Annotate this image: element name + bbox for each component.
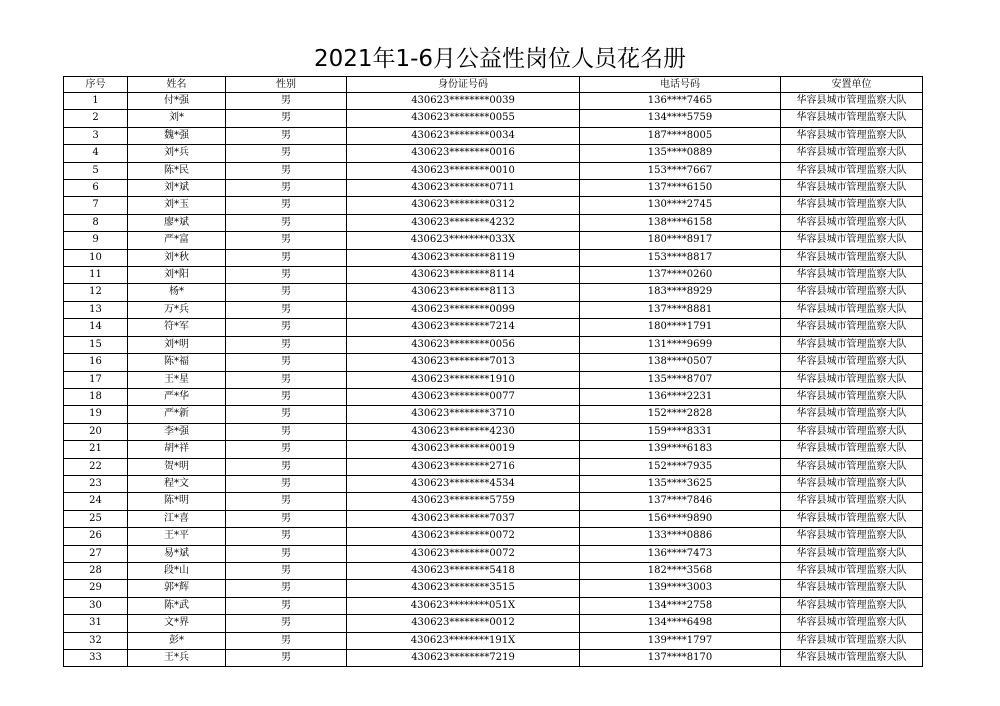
cell-id-number: 430623********0099 (347, 301, 580, 318)
cell-id-number: 430623********033X (347, 232, 580, 249)
cell-name: 江*喜 (128, 510, 226, 527)
cell-id-number: 430623********3710 (347, 406, 580, 423)
cell-placement-unit: 华容县城市管理监察大队 (781, 319, 923, 336)
cell-index: 28 (64, 562, 128, 579)
cell-placement-unit: 华容县城市管理监察大队 (781, 93, 923, 110)
cell-id-number: 430623********0072 (347, 528, 580, 545)
cell-index: 17 (64, 371, 128, 388)
header-index: 序号 (64, 77, 128, 93)
cell-gender: 男 (226, 441, 347, 458)
cell-gender: 男 (226, 180, 347, 197)
cell-index: 9 (64, 232, 128, 249)
table-row (64, 354, 923, 371)
cell-index: 3 (64, 127, 128, 144)
cell-placement-unit: 华容县城市管理监察大队 (781, 180, 923, 197)
cell-phone: 137****0260 (580, 267, 781, 284)
cell-name: 廖*斌 (128, 214, 226, 231)
cell-gender: 男 (226, 232, 347, 249)
table-body (64, 93, 923, 667)
cell-phone: 182****3568 (580, 562, 781, 579)
cell-index: 26 (64, 528, 128, 545)
cell-phone: 137****8170 (580, 650, 781, 667)
cell-id-number: 430623********8119 (347, 249, 580, 266)
cell-phone: 133****0886 (580, 528, 781, 545)
cell-gender: 男 (226, 528, 347, 545)
cell-placement-unit: 华容县城市管理监察大队 (781, 528, 923, 545)
table-row (64, 371, 923, 388)
cell-name: 陈*民 (128, 162, 226, 179)
cell-phone: 131****9699 (580, 336, 781, 353)
cell-placement-unit: 华容县城市管理监察大队 (781, 510, 923, 527)
cell-gender: 男 (226, 371, 347, 388)
cell-name: 胡*祥 (128, 441, 226, 458)
table-row (64, 562, 923, 579)
cell-id-number: 430623********2716 (347, 458, 580, 475)
cell-id-number: 430623********0312 (347, 197, 580, 214)
cell-index: 4 (64, 145, 128, 162)
cell-gender: 男 (226, 145, 347, 162)
cell-index: 7 (64, 197, 128, 214)
cell-phone: 135****3625 (580, 475, 781, 492)
cell-gender: 男 (226, 545, 347, 562)
cell-placement-unit: 华容县城市管理监察大队 (781, 267, 923, 284)
cell-placement-unit: 华容县城市管理监察大队 (781, 562, 923, 579)
cell-name: 刘*玉 (128, 197, 226, 214)
table-row (64, 493, 923, 510)
cell-id-number: 430623********0016 (347, 145, 580, 162)
cell-gender: 男 (226, 406, 347, 423)
cell-index: 6 (64, 180, 128, 197)
cell-id-number: 430623********0034 (347, 127, 580, 144)
cell-phone: 136****7465 (580, 93, 781, 110)
cell-index: 14 (64, 319, 128, 336)
cell-name: 陈*福 (128, 354, 226, 371)
cell-placement-unit: 华容县城市管理监察大队 (781, 475, 923, 492)
table-row (64, 284, 923, 301)
cell-phone: 135****0889 (580, 145, 781, 162)
cell-placement-unit: 华容县城市管理监察大队 (781, 301, 923, 318)
table-row (64, 510, 923, 527)
cell-index: 2 (64, 110, 128, 127)
cell-name: 陈*武 (128, 597, 226, 614)
cell-id-number: 430623********0077 (347, 388, 580, 405)
cell-gender: 男 (226, 510, 347, 527)
cell-gender: 男 (226, 284, 347, 301)
cell-name: 付*强 (128, 93, 226, 110)
cell-id-number: 430623********3515 (347, 580, 580, 597)
header-phone: 电话号码 (580, 77, 781, 93)
table-row (64, 197, 923, 214)
cell-phone: 138****0507 (580, 354, 781, 371)
cell-name: 刘*斌 (128, 180, 226, 197)
cell-placement-unit: 华容县城市管理监察大队 (781, 580, 923, 597)
page-title: 2021年1-6月公益性岗位人员花名册 (313, 46, 687, 72)
cell-id-number: 430623********0012 (347, 615, 580, 632)
cell-phone: 134****2758 (580, 597, 781, 614)
cell-placement-unit: 华容县城市管理监察大队 (781, 284, 923, 301)
cell-phone: 137****6150 (580, 180, 781, 197)
cell-index: 13 (64, 301, 128, 318)
cell-name: 彭* (128, 632, 226, 649)
cell-index: 12 (64, 284, 128, 301)
cell-index: 20 (64, 423, 128, 440)
cell-placement-unit: 华容县城市管理监察大队 (781, 423, 923, 440)
cell-phone: 180****8917 (580, 232, 781, 249)
table-row (64, 475, 923, 492)
cell-id-number: 430623********4232 (347, 214, 580, 231)
header-gender: 性别 (226, 77, 347, 93)
cell-id-number: 430623********0010 (347, 162, 580, 179)
cell-id-number: 430623********0072 (347, 545, 580, 562)
table-row (64, 650, 923, 667)
cell-gender: 男 (226, 597, 347, 614)
cell-gender: 男 (226, 249, 347, 266)
cell-name: 贺*明 (128, 458, 226, 475)
table-row (64, 406, 923, 423)
cell-gender: 男 (226, 354, 347, 371)
cell-gender: 男 (226, 562, 347, 579)
cell-name: 刘* (128, 110, 226, 127)
cell-name: 刘*兵 (128, 145, 226, 162)
cell-index: 22 (64, 458, 128, 475)
cell-gender: 男 (226, 197, 347, 214)
cell-placement-unit: 华容县城市管理监察大队 (781, 632, 923, 649)
cell-phone: 139****1797 (580, 632, 781, 649)
cell-id-number: 430623********7037 (347, 510, 580, 527)
cell-name: 王*平 (128, 528, 226, 545)
cell-gender: 男 (226, 110, 347, 127)
cell-gender: 男 (226, 214, 347, 231)
cell-index: 27 (64, 545, 128, 562)
cell-id-number: 430623********0055 (347, 110, 580, 127)
cell-id-number: 430623********5759 (347, 493, 580, 510)
cell-phone: 153****8817 (580, 249, 781, 266)
cell-id-number: 430623********4534 (347, 475, 580, 492)
cell-phone: 187****8005 (580, 127, 781, 144)
table-row (64, 528, 923, 545)
header-name: 姓名 (128, 77, 226, 93)
cell-id-number: 430623********191X (347, 632, 580, 649)
cell-placement-unit: 华容县城市管理监察大队 (781, 354, 923, 371)
cell-index: 10 (64, 249, 128, 266)
cell-placement-unit: 华容县城市管理监察大队 (781, 197, 923, 214)
cell-id-number: 430623********7214 (347, 319, 580, 336)
cell-index: 11 (64, 267, 128, 284)
cell-name: 杨* (128, 284, 226, 301)
cell-gender: 男 (226, 162, 347, 179)
cell-name: 李*强 (128, 423, 226, 440)
cell-name: 刘*秋 (128, 249, 226, 266)
cell-index: 5 (64, 162, 128, 179)
table-row (64, 110, 923, 127)
cell-name: 魏*强 (128, 127, 226, 144)
cell-name: 易*斌 (128, 545, 226, 562)
cell-placement-unit: 华容县城市管理监察大队 (781, 650, 923, 667)
cell-phone: 134****6498 (580, 615, 781, 632)
cell-index: 25 (64, 510, 128, 527)
cell-index: 18 (64, 388, 128, 405)
cell-index: 1 (64, 93, 128, 110)
cell-id-number: 430623********0019 (347, 441, 580, 458)
cell-index: 15 (64, 336, 128, 353)
cell-placement-unit: 华容县城市管理监察大队 (781, 371, 923, 388)
table-row (64, 423, 923, 440)
table-row (64, 180, 923, 197)
cell-gender: 男 (226, 267, 347, 284)
cell-gender: 男 (226, 336, 347, 353)
cell-index: 19 (64, 406, 128, 423)
table-row (64, 441, 923, 458)
cell-phone: 139****3003 (580, 580, 781, 597)
cell-gender: 男 (226, 650, 347, 667)
cell-id-number: 430623********0039 (347, 93, 580, 110)
cell-gender: 男 (226, 93, 347, 110)
cell-id-number: 430623********7219 (347, 650, 580, 667)
cell-placement-unit: 华容县城市管理监察大队 (781, 214, 923, 231)
cell-id-number: 430623********051X (347, 597, 580, 614)
cell-phone: 135****8707 (580, 371, 781, 388)
cell-name: 严*富 (128, 232, 226, 249)
cell-placement-unit: 华容县城市管理监察大队 (781, 441, 923, 458)
cell-gender: 男 (226, 580, 347, 597)
table-row (64, 580, 923, 597)
table-row (64, 597, 923, 614)
cell-placement-unit: 华容县城市管理监察大队 (781, 145, 923, 162)
cell-gender: 男 (226, 615, 347, 632)
cell-phone: 137****7846 (580, 493, 781, 510)
cell-name: 严*新 (128, 406, 226, 423)
cell-name: 文*界 (128, 615, 226, 632)
cell-gender: 男 (226, 301, 347, 318)
cell-gender: 男 (226, 423, 347, 440)
table-row (64, 615, 923, 632)
cell-index: 24 (64, 493, 128, 510)
cell-placement-unit: 华容县城市管理监察大队 (781, 162, 923, 179)
roster-table (63, 76, 923, 667)
header-placement-unit: 安置单位 (781, 77, 923, 93)
cell-placement-unit: 华容县城市管理监察大队 (781, 458, 923, 475)
cell-gender: 男 (226, 388, 347, 405)
cell-placement-unit: 华容县城市管理监察大队 (781, 615, 923, 632)
cell-phone: 137****8881 (580, 301, 781, 318)
cell-index: 33 (64, 650, 128, 667)
table-row (64, 127, 923, 144)
cell-phone: 183****8929 (580, 284, 781, 301)
cell-index: 8 (64, 214, 128, 231)
table-row (64, 267, 923, 284)
cell-name: 陈*明 (128, 493, 226, 510)
cell-phone: 139****6183 (580, 441, 781, 458)
cell-phone: 180****1791 (580, 319, 781, 336)
cell-index: 16 (64, 354, 128, 371)
cell-gender: 男 (226, 127, 347, 144)
cell-id-number: 430623********8114 (347, 267, 580, 284)
cell-name: 符*军 (128, 319, 226, 336)
table-header-row (64, 77, 923, 93)
cell-placement-unit: 华容县城市管理监察大队 (781, 597, 923, 614)
cell-gender: 男 (226, 475, 347, 492)
table-row (64, 249, 923, 266)
cell-phone: 136****2231 (580, 388, 781, 405)
cell-phone: 153****7667 (580, 162, 781, 179)
cell-name: 郭*辉 (128, 580, 226, 597)
cell-id-number: 430623********7013 (347, 354, 580, 371)
table-row (64, 336, 923, 353)
cell-name: 刘*明 (128, 336, 226, 353)
cell-gender: 男 (226, 458, 347, 475)
cell-placement-unit: 华容县城市管理监察大队 (781, 232, 923, 249)
cell-placement-unit: 华容县城市管理监察大队 (781, 249, 923, 266)
cell-phone: 134****5759 (580, 110, 781, 127)
cell-index: 30 (64, 597, 128, 614)
cell-id-number: 430623********8113 (347, 284, 580, 301)
table-row (64, 545, 923, 562)
cell-id-number: 430623********5418 (347, 562, 580, 579)
table-row (64, 214, 923, 231)
cell-id-number: 430623********1910 (347, 371, 580, 388)
cell-name: 刘*阳 (128, 267, 226, 284)
cell-phone: 130****2745 (580, 197, 781, 214)
table-row (64, 145, 923, 162)
cell-placement-unit: 华容县城市管理监察大队 (781, 110, 923, 127)
cell-name: 王*星 (128, 371, 226, 388)
cell-index: 21 (64, 441, 128, 458)
cell-gender: 男 (226, 493, 347, 510)
cell-name: 程*文 (128, 475, 226, 492)
cell-index: 31 (64, 615, 128, 632)
cell-phone: 138****6158 (580, 214, 781, 231)
cell-phone: 159****8331 (580, 423, 781, 440)
table-row (64, 232, 923, 249)
cell-gender: 男 (226, 319, 347, 336)
cell-index: 29 (64, 580, 128, 597)
table-row (64, 301, 923, 318)
cell-index: 32 (64, 632, 128, 649)
cell-phone: 136****7473 (580, 545, 781, 562)
table-row (64, 632, 923, 649)
cell-phone: 156****9890 (580, 510, 781, 527)
cell-placement-unit: 华容县城市管理监察大队 (781, 406, 923, 423)
cell-placement-unit: 华容县城市管理监察大队 (781, 336, 923, 353)
table-row (64, 388, 923, 405)
cell-id-number: 430623********4230 (347, 423, 580, 440)
cell-id-number: 430623********0056 (347, 336, 580, 353)
cell-name: 王*兵 (128, 650, 226, 667)
table-row (64, 93, 923, 110)
header-id-number: 身份证号码 (347, 77, 580, 93)
cell-placement-unit: 华容县城市管理监察大队 (781, 127, 923, 144)
table-row (64, 319, 923, 336)
cell-index: 23 (64, 475, 128, 492)
cell-placement-unit: 华容县城市管理监察大队 (781, 493, 923, 510)
table-row (64, 162, 923, 179)
cell-placement-unit: 华容县城市管理监察大队 (781, 545, 923, 562)
cell-name: 万*兵 (128, 301, 226, 318)
cell-name: 段*山 (128, 562, 226, 579)
cell-gender: 男 (226, 632, 347, 649)
cell-name: 严*华 (128, 388, 226, 405)
cell-phone: 152****7935 (580, 458, 781, 475)
cell-id-number: 430623********0711 (347, 180, 580, 197)
cell-placement-unit: 华容县城市管理监察大队 (781, 388, 923, 405)
table-row (64, 458, 923, 475)
cell-phone: 152****2828 (580, 406, 781, 423)
